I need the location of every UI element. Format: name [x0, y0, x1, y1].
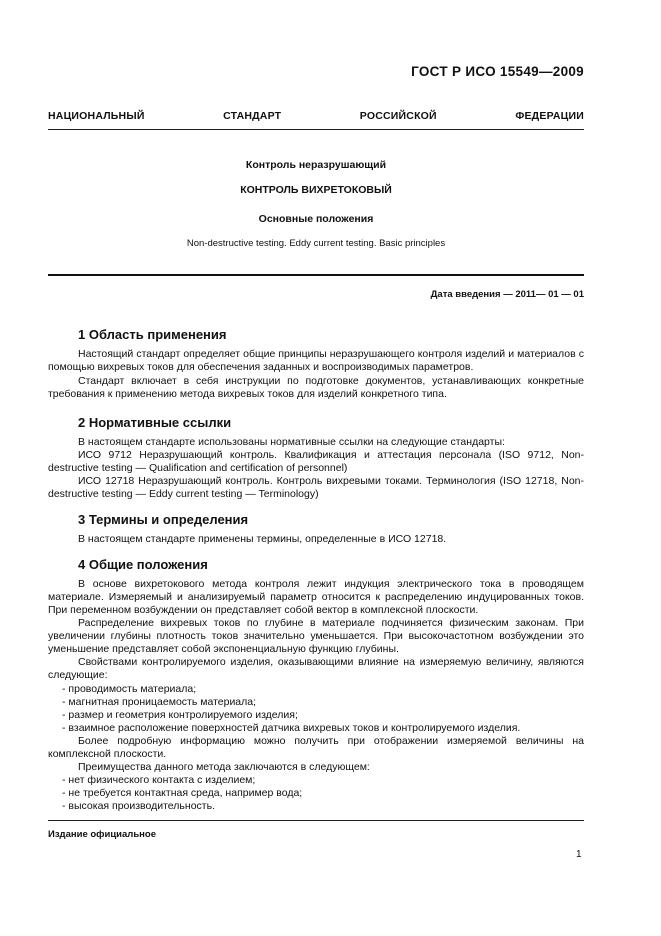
list-item: - взаимное расположение поверхностей датчика вихревых токов и контролируемого изделия.: [62, 722, 521, 734]
paragraph-text: Более подробную информацию можно получить при отображении измеряемой величины на комплексной плоскости.: [48, 735, 584, 761]
list-item: - размер и геометрия контролируемого изделия;: [62, 709, 298, 721]
paragraph-text: Распределение вихревых токов по глубине в материале подчиняется физическим законам. При увеличении глубины плотность токов значительно уменьшается. При высокочастотном возбуждении это уменьшение представляет собой экспоненциальную функцию глубины.: [48, 617, 584, 656]
section-4-heading: 4 Общие положения: [78, 557, 208, 572]
paragraph-text: В настоящем стандарте использованы нормативные ссылки на следующие стандарты:: [78, 436, 505, 448]
document-title: КОНТРОЛЬ ВИХРЕТОКОВЫЙ: [240, 184, 392, 196]
english-title: Non-destructive testing. Eddy current testing. Basic principles: [186, 238, 446, 249]
section-4-paragraph: [48, 656, 584, 682]
paragraph-text: Настоящий стандарт определяет общие принципы неразрушающего контроля изделий и материалов с помощью вихревых токов для обеспечения заданных и воспроизводимых параметров.: [48, 348, 584, 374]
paragraph-text: ИСО 9712 Неразрушающий контроль. Квалификация и аттестация персонала (ISO 9712, Non-destructive testing — Qualification and certification of personnel): [48, 449, 584, 475]
national-standard-banner: НАЦИОНАЛЬНЫЙ СТАНДАРТ РОССИЙСКОЙ ФЕДЕРАЦИИ: [48, 110, 584, 122]
subtitle-basic-principles: Основные положения: [258, 213, 374, 225]
paragraph-text: Преимущества данного метода заключаются в следующем:: [78, 761, 370, 773]
paragraph-text: ИСО 12718 Неразрушающий контроль. Контроль вихревыми токами. Терминология (ISO 12718, Non-destructive testing — Eddy current testing — Terminology): [48, 475, 584, 501]
paragraph-text: Свойствами контролируемого изделия, оказывающими влияние на измеряемую величину, являются следующие:: [48, 656, 584, 682]
section-4-paragraph: [48, 578, 584, 618]
section-3-paragraph: [48, 533, 584, 546]
list-item: - высокая производительность.: [62, 800, 215, 812]
list-item: - нет физического контакта с изделием;: [62, 774, 256, 786]
reference-iso-9712: [48, 449, 584, 475]
section-4-paragraph: [48, 617, 584, 657]
list-item: - не требуется контактная среда, например вода;: [62, 787, 303, 799]
section-4-paragraph: [48, 735, 584, 761]
section-1-paragraph: [48, 348, 584, 374]
section-1-heading: 1 Область применения: [78, 327, 227, 342]
page-number: 1: [576, 849, 582, 860]
subtitle-ndt: Контроль неразрушающий: [245, 159, 387, 171]
edition-note: Издание официальное: [48, 829, 156, 840]
section-2-heading: 2 Нормативные ссылки: [78, 415, 232, 430]
paragraph-text: Стандарт включает в себя инструкции по подготовке документов, устанавливающих конкретные требования к применению метода вихревых токов для изделий конкретного типа.: [48, 375, 584, 401]
paragraph-text: В основе вихретокового метода контроля лежит индукция электрического тока в проводящем материале. Измеряемый и анализируемый параметр относится к распределению индуцированных токов. При переменном возбуждении он представляет собой вектор в комплексной плоскости.: [48, 578, 584, 617]
section-3-heading: 3 Термины и определения: [78, 512, 249, 527]
section-4-paragraph: [48, 761, 584, 774]
section-2-paragraph: [48, 436, 584, 449]
reference-iso-12718: [48, 475, 584, 501]
document-number: ГОСТ Р ИСО 15549—2009: [411, 64, 584, 79]
list-item: - магнитная проницаемость материала;: [62, 696, 257, 708]
section-1-paragraph: [48, 375, 584, 401]
list-item: - проводимость материала;: [62, 683, 197, 695]
title-divider: [48, 274, 584, 276]
introduction-date: Дата введения — 2011— 01 — 01: [430, 289, 584, 300]
paragraph-text: В настоящем стандарте применены термины, определенные в ИСО 12718.: [78, 533, 447, 545]
header-divider: [48, 129, 584, 130]
footer-divider: [48, 820, 584, 821]
